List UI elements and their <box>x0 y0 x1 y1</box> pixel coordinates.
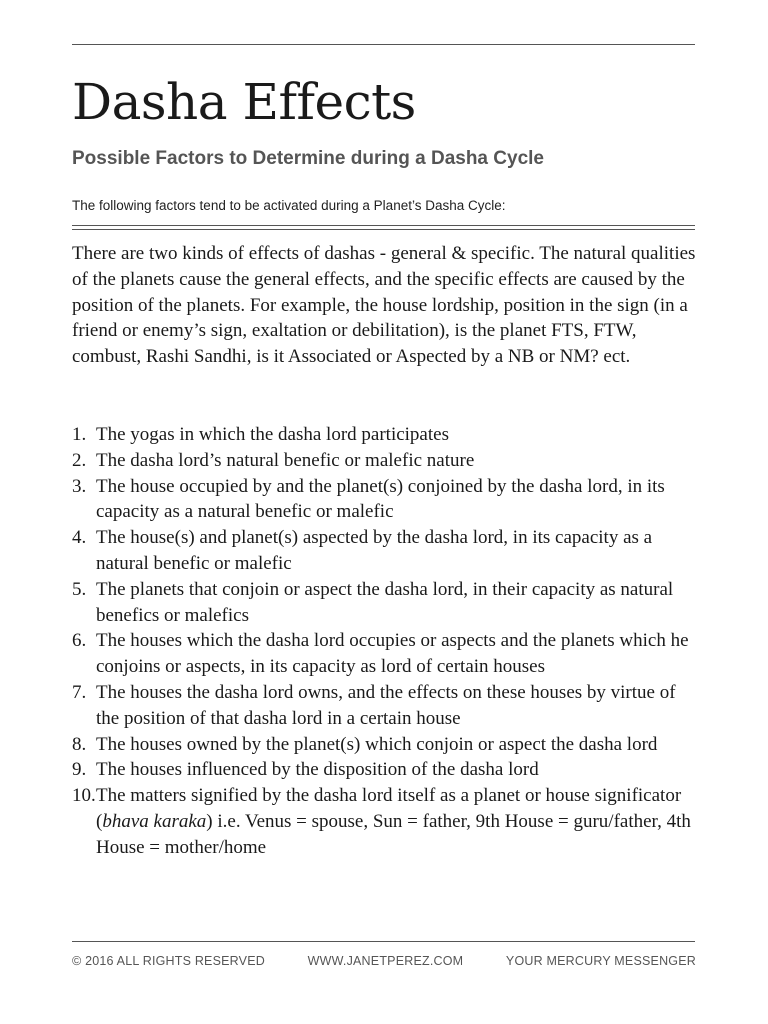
item-text-before: The matters signified by the dasha lord itself as a planet or house significator ( <box>96 785 682 832</box>
list-item <box>72 628 702 680</box>
lead-text: The following factors tend to be activated during a Planet’s Dasha Cycle: <box>72 198 506 213</box>
item-text: The planets that conjoin or aspect the dasha lord, in their capacity as natural benefics or malefics <box>96 578 674 626</box>
item-number: 8. <box>72 733 87 755</box>
item-number: 3. <box>72 475 87 497</box>
item-text: The houses owned by the planet(s) which conjoin or aspect the dasha lord <box>96 733 658 755</box>
item-text: The houses influenced by the disposition of the dasha lord <box>96 759 539 781</box>
item-number: 9. <box>72 759 87 781</box>
footer-tagline: YOUR MERCURY MESSENGER <box>505 954 696 968</box>
item-text: The houses which the dasha lord occupies or aspects and the planets which he conjoins or aspects, in its capacity as lord of certain houses <box>96 630 689 678</box>
top-rule <box>72 44 695 45</box>
intro-paragraph: There are two kinds of effects of dashas - general & specific. The natural qualities of the planets cause the general effects, and the specific effects are caused by the position of the planets. For example, the house lordship, position in the sign (in a friend or enemy’s sign, exaltation or debilitation), is the planet FTS, FTW, combust, Rashi Sandhi, is it Associated or Aspected by a NB or NM? ect. <box>72 243 696 368</box>
footer-website: WWW.JANETPEREZ.COM <box>307 954 464 968</box>
page-subtitle: Possible Factors to Determine during a Dasha Cycle <box>72 148 544 169</box>
item-number: 5. <box>72 578 87 600</box>
list-item <box>72 422 702 448</box>
page-title: Dasha Effects <box>72 73 416 131</box>
footer-rule <box>72 941 695 942</box>
list-item <box>72 577 702 629</box>
item-text-after: ) i.e. Venus = spouse, Sun = father, 9th House = guru/father, 4th House = mother/home <box>96 810 691 858</box>
list-item <box>72 783 702 860</box>
item-number: 6. <box>72 630 87 652</box>
footer <box>72 953 696 969</box>
list-item <box>72 732 702 758</box>
list-item <box>72 680 702 732</box>
item-text: The house occupied by and the planet(s) conjoined by the dasha lord, in its capacity as a natural benefic or malefic <box>96 475 665 523</box>
item-number: 2. <box>72 449 87 471</box>
item-text: The dasha lord’s natural benefic or malefic nature <box>96 449 475 471</box>
item-number: 1. <box>72 424 87 445</box>
item-number: 10. <box>72 785 96 807</box>
item-text: The houses the dasha lord owns, and the effects on these houses by virtue of the position of that dasha lord in a certain house <box>96 681 676 729</box>
item-number: 7. <box>72 681 87 703</box>
list-item <box>72 525 702 577</box>
item-number: 4. <box>72 527 87 549</box>
item-text: The yogas in which the dasha lord participates <box>96 424 449 445</box>
list-item <box>72 474 702 526</box>
item-text: The house(s) and planet(s) aspected by the dasha lord, in its capacity as a natural benefic or malefic <box>96 527 653 574</box>
list-item <box>72 448 702 474</box>
footer-copyright: © 2016 ALL RIGHTS RESERVED <box>72 954 265 968</box>
section-rule-lower <box>72 229 695 230</box>
item-text <box>96 785 691 858</box>
list-item <box>72 757 702 783</box>
factor-list <box>72 422 702 861</box>
section-rule-upper <box>72 225 695 226</box>
item-text-italic: bhava karaka <box>102 810 207 832</box>
